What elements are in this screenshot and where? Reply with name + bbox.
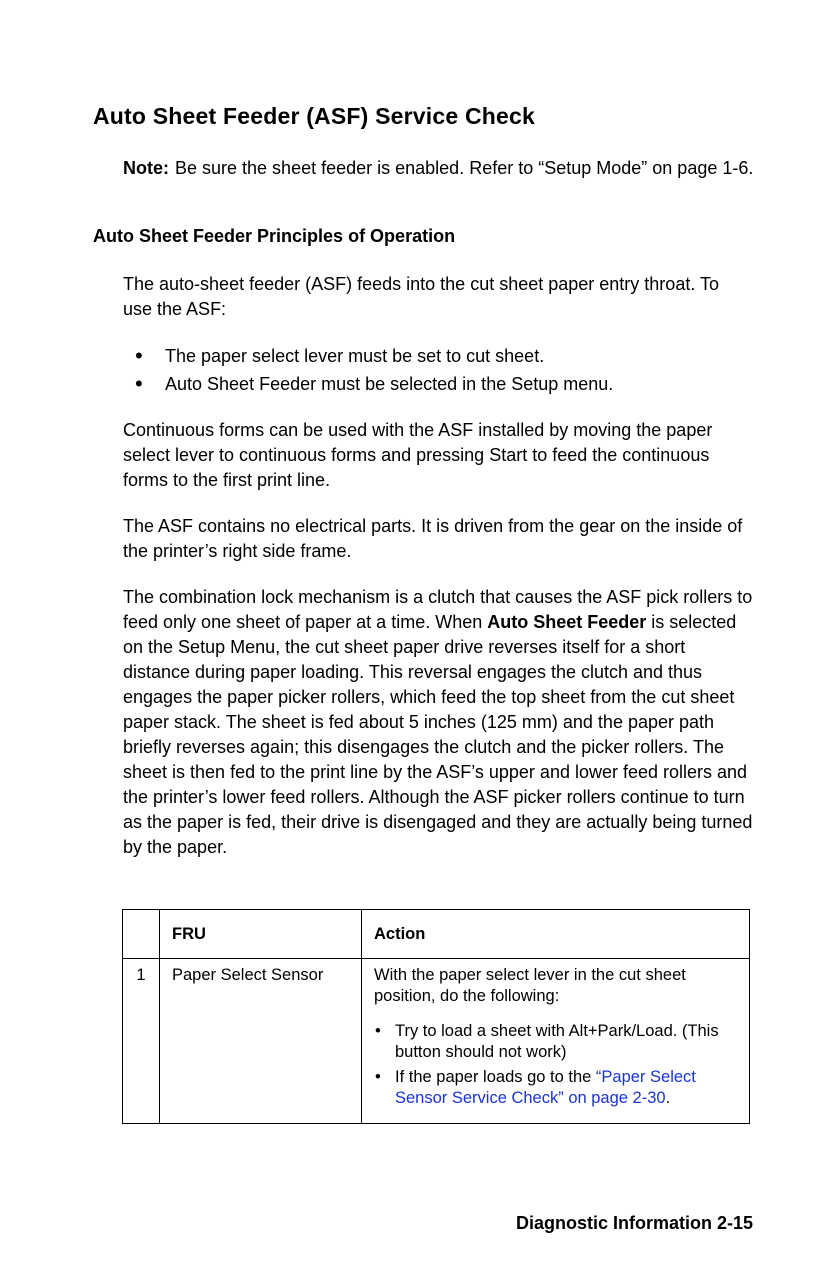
list-item: • Auto Sheet Feeder must be selected in the Setup menu.: [135, 371, 614, 396]
paper-select-sensor-link[interactable]: “Paper Select Sensor Service Check” on page 2-30: [395, 1068, 696, 1107]
fru-action-table: [122, 909, 750, 1124]
fru-cell: Paper Select Sensor: [160, 959, 362, 1124]
page-footer: Diagnostic Information 2-15: [515, 1213, 753, 1233]
list-item: • If the paper loads go to the “Paper Select Sensor Service Check” on page 2-30.: [375, 1068, 696, 1107]
clutch-paragraph: The combination lock mechanism is a clutch that causes the ASF pick rollers to feed only one sheet of paper at a time. When Auto Sheet Feeder is selected on the Setup Menu, the cut sheet paper drive reverses itself for a short distance during paper loading. This reversal engages the clutch and thus engages the paper picker rollers, which feed the top sheet from the cut sheet paper stack. The sheet is fed about 5 inches (125 mm) and the paper path briefly reverses again; this disengages the clutch and the picker rollers. The sheet is then fed to the print line by the ASF’s upper and lower feed rollers and the printer’s lower feed rollers. Although the ASF picker rollers continue to turn as the paper is fed, their drive is disengaged and they are actually being turned by the paper.: [123, 587, 753, 857]
table-header-fru: FRU: [160, 910, 362, 959]
row-number: 1: [123, 959, 160, 1124]
list-item: • Try to load a sheet with Alt+Park/Load. (This button should not work): [375, 1022, 719, 1061]
note-label: Note:: [123, 158, 169, 178]
note-text: Be sure the sheet feeder is enabled. Refer to “Setup Mode” on page 1-6.: [175, 158, 754, 178]
list-item: • The paper select lever must be set to cut sheet.: [135, 343, 545, 368]
auto-sheet-feeder-term: Auto Sheet Feeder: [487, 612, 647, 632]
action-intro: With the paper select lever in the cut sheet position, do the following:: [374, 966, 686, 1005]
table-row: [123, 959, 750, 1124]
action-cell: [362, 959, 750, 1124]
bullet-icon: •: [375, 1022, 381, 1040]
section-title: Auto Sheet Feeder (ASF) Service Check: [93, 103, 535, 129]
note: [123, 156, 763, 181]
bullet-icon: •: [135, 371, 143, 396]
table-header-num: [123, 910, 160, 959]
continuous-forms-paragraph: Continuous forms can be used with the ASF installed by moving the paper select lever to continuous forms and pressing Start to feed the continuous forms to the first print line.: [123, 420, 713, 490]
intro-paragraph: The auto-sheet feeder (ASF) feeds into the cut sheet paper entry throat. To use the ASF:: [123, 274, 720, 319]
bullet-icon: •: [135, 343, 143, 368]
electrical-paragraph: The ASF contains no electrical parts. It is driven from the gear on the inside of the printer’s right side frame.: [123, 516, 743, 561]
subsection-title: Auto Sheet Feeder Principles of Operation: [93, 226, 456, 246]
action-steps: [374, 1021, 737, 1109]
table-header-row: [123, 910, 750, 959]
table-header-action: Action: [362, 910, 750, 959]
bullet-icon: •: [375, 1068, 381, 1086]
requirements-list: [123, 342, 763, 398]
